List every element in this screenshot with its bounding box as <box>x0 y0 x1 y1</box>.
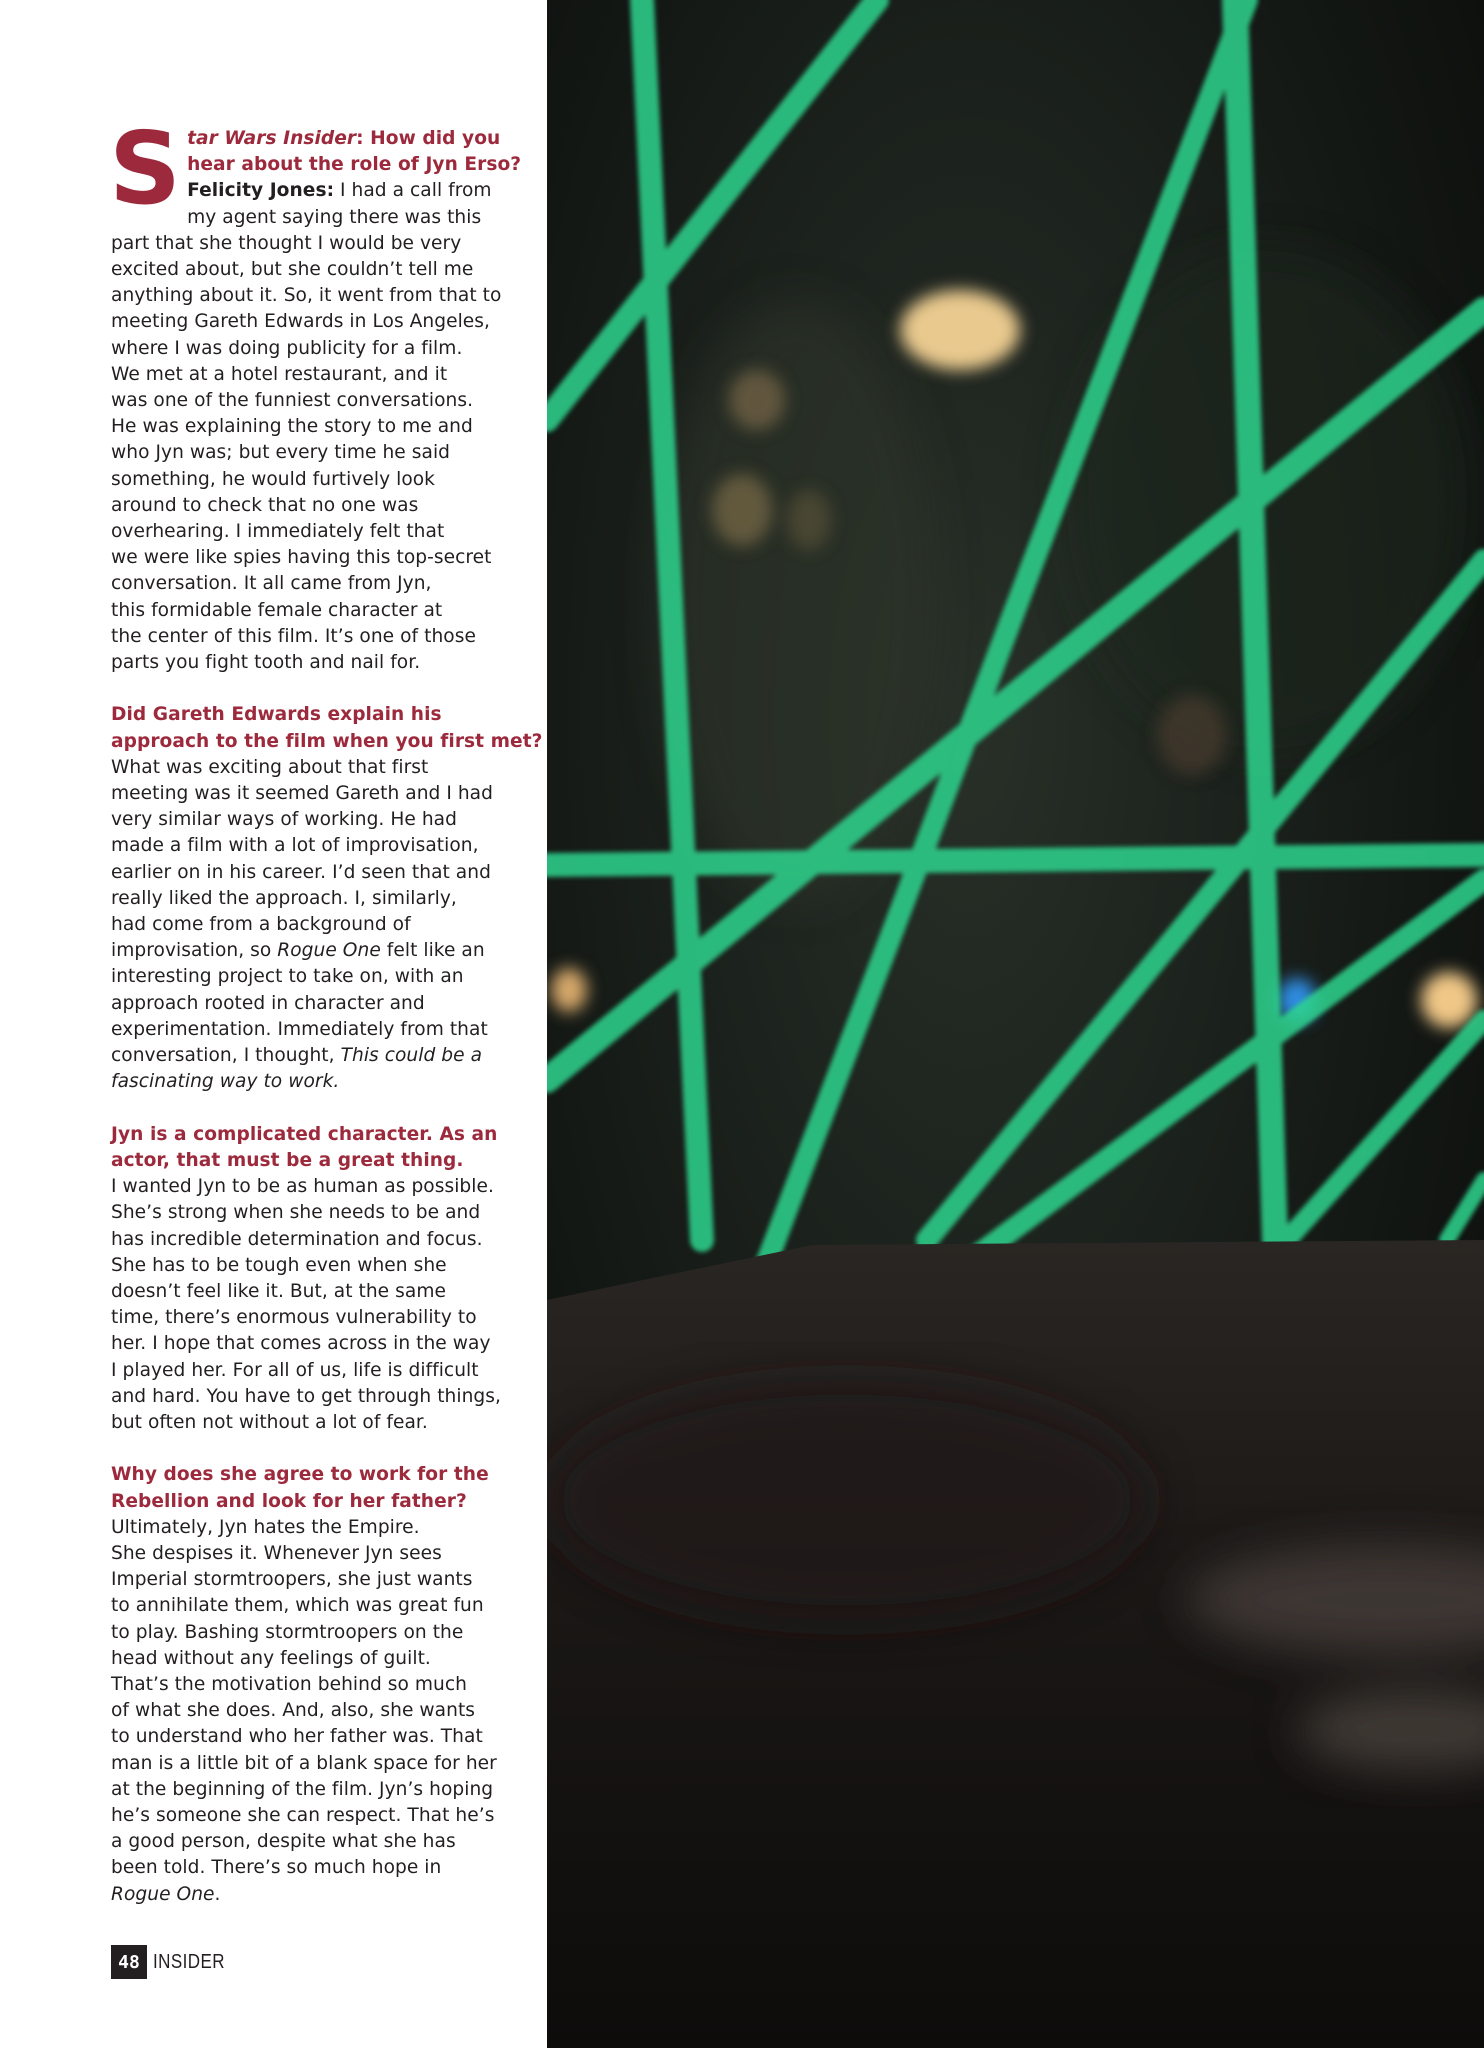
answer-text: has incredible determination and focus. <box>111 1228 483 1250</box>
answer-text: Imperial stormtroopers, she just wants <box>111 1569 473 1591</box>
text-line <box>111 938 496 964</box>
text-line <box>111 1331 496 1357</box>
text-line <box>111 1043 496 1069</box>
question-text: Jyn is a complicated character. As an <box>111 1123 498 1145</box>
answer-text: and hard. You have to get through things, <box>111 1385 501 1407</box>
answer-text: Rogue One <box>277 940 381 962</box>
text-line <box>111 1253 496 1279</box>
drop-cap: S <box>109 110 182 227</box>
text-line <box>111 1305 496 1331</box>
answer-text: but often not without a lot of fear. <box>111 1411 428 1433</box>
magazine-name: INSIDER <box>153 1950 225 1973</box>
question-text: Rebellion and look for her father? <box>111 1490 467 1512</box>
text-line <box>111 1227 496 1253</box>
answer-text: to understand who her father was. That <box>111 1726 483 1748</box>
text-line <box>111 702 496 728</box>
laser-grid-photo <box>547 0 1484 2048</box>
text-line <box>111 1803 496 1829</box>
answer-text: the center of this film. It’s one of those <box>111 625 476 647</box>
answer-text: my agent saying there was this <box>187 206 482 228</box>
text-line <box>111 1593 496 1619</box>
answer-text: She despises it. Whenever Jyn sees <box>111 1542 442 1564</box>
text-line <box>111 1777 496 1803</box>
text-line <box>111 912 496 938</box>
paragraph-lines <box>111 1122 501 1436</box>
answer-text: he’s someone she can respect. That he’s <box>111 1804 495 1826</box>
text-line <box>111 833 496 859</box>
text-line <box>111 1882 496 1908</box>
answer-text: experimentation. Immediately from that <box>111 1018 488 1040</box>
answer-text: to play. Bashing stormtroopers on the <box>111 1621 464 1643</box>
text-line <box>111 624 496 650</box>
question-text: Why does she agree to work for the <box>111 1464 489 1486</box>
text-line <box>111 545 496 571</box>
answer-text: made a film with a lot of improvisation, <box>111 835 479 857</box>
answer-text: Ultimately, Jyn hates the Empire. <box>111 1516 420 1538</box>
text-line <box>111 1017 496 1043</box>
answer-text: felt like an <box>380 940 485 962</box>
answer-text: really liked the approach. I, similarly, <box>111 887 457 909</box>
answer-text: conversation, I thought, <box>111 1045 341 1067</box>
text-line <box>111 1069 496 1095</box>
answer-text: We met at a hotel restaurant, and it <box>111 363 448 385</box>
text-line <box>111 519 496 545</box>
answer-text: head without any feelings of guilt. <box>111 1647 431 1669</box>
speaker-name: Felicity Jones: <box>187 180 335 202</box>
text-line <box>111 1489 496 1515</box>
text-line <box>111 1541 496 1567</box>
text-line <box>111 729 543 755</box>
answer-text: time, there’s enormous vulnerability to <box>111 1307 477 1329</box>
text-line <box>111 1410 496 1436</box>
text-line <box>111 1174 496 1200</box>
answer-text: her. I hope that comes across in the way <box>111 1333 491 1355</box>
text-line <box>111 1358 496 1384</box>
answer-text: anything about it. So, it went from that to <box>111 285 502 307</box>
text-line <box>111 571 496 597</box>
text-line <box>111 1148 496 1174</box>
answer-text: of what she does. And, also, she wants <box>111 1700 476 1722</box>
interview-paragraph-4 <box>111 1462 496 1907</box>
text-line <box>111 860 496 886</box>
text-line <box>111 1515 496 1541</box>
answer-text: had come from a background of <box>111 914 411 936</box>
question-text: hear about the role of Jyn Erso? <box>187 154 522 176</box>
question-text: tar Wars Insider <box>187 128 357 149</box>
answer-text: something, he would furtively look <box>111 468 435 490</box>
question-text: approach to the film when you first met? <box>111 730 543 752</box>
text-line <box>111 309 496 335</box>
answer-text: man is a little bit of a blank space for her <box>111 1752 497 1774</box>
text-line <box>111 1620 496 1646</box>
text-line <box>111 964 496 990</box>
answer-text: meeting Gareth Edwards in Los Angeles, <box>111 311 490 333</box>
answer-text: This could be a <box>340 1045 483 1067</box>
text-line <box>111 362 496 388</box>
text-line <box>111 1829 496 1855</box>
answer-text: conversation. It all came from Jyn, <box>111 573 432 595</box>
answer-text: Rogue One <box>111 1883 215 1905</box>
text-line <box>111 1698 496 1724</box>
answer-text: to annihilate them, which was great fun <box>111 1595 484 1617</box>
text-line <box>111 283 502 309</box>
answer-text: That’s the motivation behind so much <box>111 1673 467 1695</box>
answer-text: I played her. For all of us, life is difficult <box>111 1359 479 1381</box>
text-line <box>111 1672 496 1698</box>
text-line <box>111 493 496 519</box>
text-line <box>111 1279 496 1305</box>
text-line <box>111 781 496 807</box>
answer-text: around to check that no one was <box>111 494 419 516</box>
answer-text: meeting was it seemed Gareth and I had <box>111 783 493 805</box>
text-line <box>111 414 496 440</box>
text-line <box>111 388 496 414</box>
page-number: 48 <box>111 1945 147 1979</box>
text-line <box>111 440 496 466</box>
text-line <box>111 336 496 362</box>
text-line <box>111 991 496 1017</box>
answer-text: I had a call from <box>334 180 492 202</box>
interview-paragraph-2 <box>111 702 543 1095</box>
text-line <box>111 1855 496 1881</box>
answer-text: we were like spies having this top-secret <box>111 547 492 569</box>
answer-text: who Jyn was; but every time he said <box>111 442 451 464</box>
text-line <box>111 755 496 781</box>
text-line <box>111 1751 496 1777</box>
answer-text: What was exciting about that first <box>111 756 429 778</box>
answer-text: interesting project to take on, with an <box>111 966 464 988</box>
answer-text: . <box>214 1883 221 1905</box>
question-text: : How did you <box>356 128 501 149</box>
text-line <box>111 807 496 833</box>
interview-paragraph-3 <box>111 1122 501 1436</box>
interview-paragraph-1 <box>109 110 522 676</box>
answer-text: parts you fight tooth and nail for. <box>111 652 421 674</box>
answer-text: fascinating way to work. <box>111 1071 340 1093</box>
answer-text: was one of the funniest conversations. <box>111 390 474 412</box>
question-text: actor, that must be a great thing. <box>111 1149 464 1171</box>
text-line <box>111 257 496 283</box>
text-line <box>111 650 496 676</box>
text-line <box>111 1122 496 1148</box>
answer-text: She has to be tough even when she <box>111 1254 447 1276</box>
answer-text: a good person, despite what she has <box>111 1831 456 1853</box>
paragraph-lines <box>111 702 543 1095</box>
text-line <box>111 1384 501 1410</box>
answer-text: part that she thought I would be very <box>111 232 462 254</box>
answer-text: been told. There’s so much hope in <box>111 1857 442 1879</box>
text-line <box>111 1462 496 1488</box>
text-line <box>111 467 496 493</box>
answer-text: I wanted Jyn to be as human as possible. <box>111 1176 494 1198</box>
answer-text: improvisation, so <box>111 940 278 962</box>
photo-illustration <box>547 0 1484 2048</box>
answer-text: earlier on in his career. I’d seen that and <box>111 861 491 883</box>
answer-text: She’s strong when she needs to be and <box>111 1202 481 1224</box>
answer-text: where I was doing publicity for a film. <box>111 337 463 359</box>
text-line <box>111 1567 496 1593</box>
answer-text: approach rooted in character and <box>111 992 425 1014</box>
text-line <box>111 598 496 624</box>
text-line <box>111 231 496 257</box>
text-line <box>111 886 496 912</box>
text-line <box>111 1200 496 1226</box>
answer-text: excited about, but she couldn’t tell me <box>111 259 474 281</box>
page-footer <box>111 1945 238 1979</box>
article-column <box>109 110 543 1934</box>
question-text: Did Gareth Edwards explain his <box>111 704 442 726</box>
answer-text: very similar ways of working. He had <box>111 809 457 831</box>
answer-text: doesn’t feel like it. But, at the same <box>111 1280 446 1302</box>
paragraph-lines <box>111 1462 496 1907</box>
answer-text: overhearing. I immediately felt that <box>111 521 445 543</box>
text-line <box>111 1646 496 1672</box>
answer-text: at the beginning of the film. Jyn’s hoping <box>111 1778 494 1800</box>
answer-text: this formidable female character at <box>111 599 443 621</box>
text-line <box>111 1724 496 1750</box>
answer-text: He was explaining the story to me and <box>111 416 473 438</box>
